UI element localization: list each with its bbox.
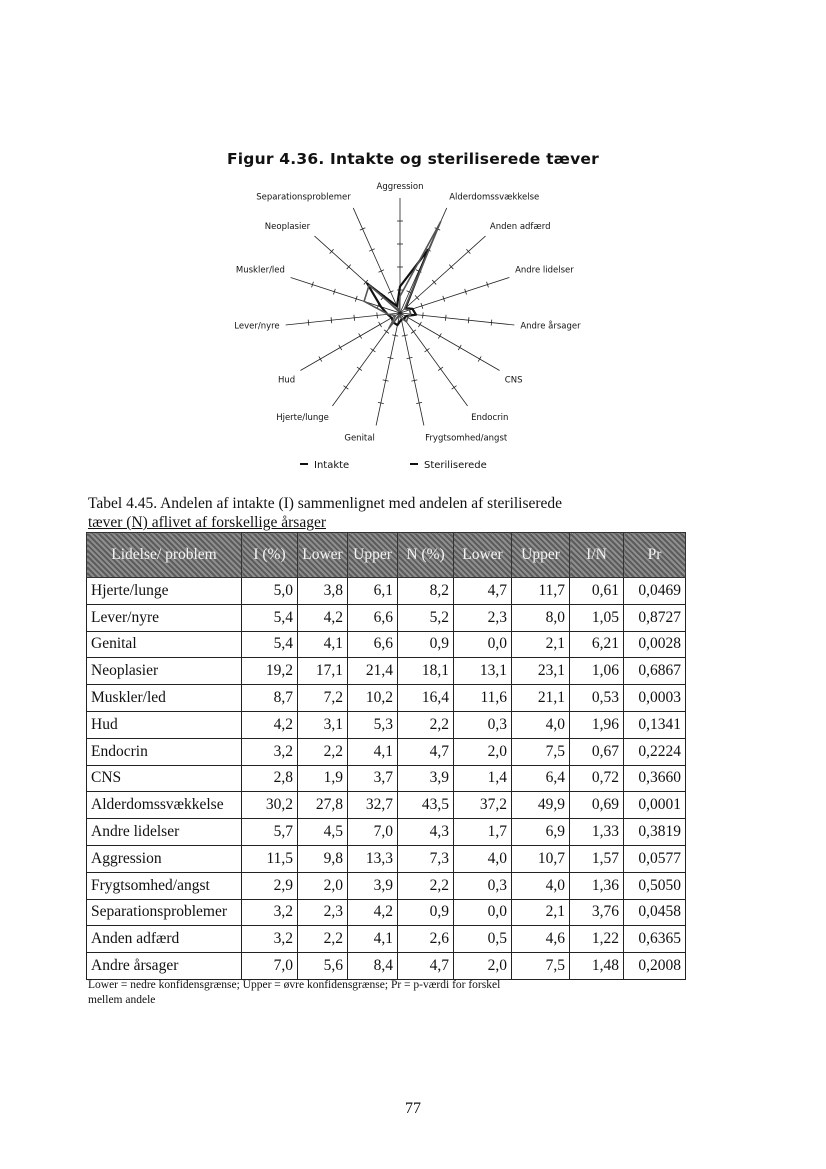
value-cell: 2,6 [398, 926, 454, 953]
row-label-cell: Anden adfærd [87, 926, 242, 953]
table-row [87, 578, 686, 605]
table-row [87, 658, 686, 685]
value-cell: 13,3 [348, 845, 398, 872]
radar-tick [423, 312, 424, 318]
value-cell: 3,2 [242, 738, 298, 765]
radar-tick [377, 312, 378, 318]
radar-tick [478, 356, 481, 361]
table-row [87, 953, 686, 980]
radar-tick [339, 345, 342, 350]
value-cell: 23,1 [512, 658, 570, 685]
table-header-cell: Lidelse/ problem [87, 533, 242, 578]
legend-label: Steriliserede [424, 460, 487, 471]
radar-tick [308, 320, 309, 326]
value-cell: 21,1 [512, 685, 570, 712]
radar-tick [452, 386, 457, 390]
value-cell: 10,2 [348, 685, 398, 712]
value-cell: 6,9 [512, 819, 570, 846]
radar-category-label: Lever/nyre [234, 321, 280, 332]
value-cell: 0,61 [570, 578, 624, 605]
value-cell: 3,1 [298, 711, 348, 738]
value-cell: 3,76 [570, 899, 624, 926]
radar-tick [384, 330, 389, 334]
value-cell: 0,69 [570, 792, 624, 819]
value-cell: 2,0 [454, 953, 512, 980]
value-cell: 0,1341 [624, 711, 686, 738]
table-row [87, 872, 686, 899]
table-footnote [88, 978, 608, 1008]
value-cell: 11,6 [454, 685, 512, 712]
value-cell: 43,5 [398, 792, 454, 819]
value-cell: 0,9 [398, 631, 454, 658]
value-cell: 0,0028 [624, 631, 686, 658]
value-cell: 0,0001 [624, 792, 686, 819]
value-cell: 3,2 [242, 899, 298, 926]
row-label-cell: Separationsproblemer [87, 899, 242, 926]
row-label-cell: CNS [87, 765, 242, 792]
value-cell: 1,96 [570, 711, 624, 738]
radar-category-label: Neoplasier [264, 222, 311, 233]
radar-category-label: Andre årsager [520, 321, 581, 332]
value-cell: 8,4 [348, 953, 398, 980]
value-cell: 1,57 [570, 845, 624, 872]
table-row [87, 711, 686, 738]
table-row [87, 631, 686, 658]
row-label-cell: Andre årsager [87, 953, 242, 980]
table-row [87, 792, 686, 819]
value-cell: 0,3 [454, 711, 512, 738]
value-cell: 2,1 [512, 899, 570, 926]
radar-category-label: Separationsproblemer [256, 192, 351, 203]
radar-tick [445, 315, 446, 321]
radar-category-label: Frygtsomhed/angst [425, 433, 508, 444]
radar-tick [379, 322, 382, 327]
value-cell: 2,2 [398, 711, 454, 738]
row-label-cell: Alderdomssvækkelse [87, 792, 242, 819]
value-cell: 0,3819 [624, 819, 686, 846]
value-cell: 2,2 [398, 872, 454, 899]
value-cell: 5,4 [242, 604, 298, 631]
value-cell: 2,1 [512, 631, 570, 658]
value-cell: 27,8 [298, 792, 348, 819]
value-cell: 3,8 [298, 578, 348, 605]
value-cell: 0,0 [454, 631, 512, 658]
value-cell: 1,22 [570, 926, 624, 953]
value-cell: 1,4 [454, 765, 512, 792]
value-cell: 4,7 [454, 578, 512, 605]
value-cell: 18,1 [398, 658, 454, 685]
radar-tick [418, 322, 421, 327]
value-cell: 4,1 [348, 738, 398, 765]
value-cell: 13,1 [454, 658, 512, 685]
table-row [87, 819, 686, 846]
row-label-cell: Frygtsomhed/angst [87, 872, 242, 899]
table-row [87, 899, 686, 926]
value-cell: 37,2 [454, 792, 512, 819]
value-cell: 4,7 [398, 953, 454, 980]
value-cell: 0,0003 [624, 685, 686, 712]
table-row [87, 738, 686, 765]
value-cell: 19,2 [242, 658, 298, 685]
value-cell: 0,72 [570, 765, 624, 792]
value-cell: 32,7 [348, 792, 398, 819]
value-cell: 0,5 [454, 926, 512, 953]
value-cell: 5,2 [398, 604, 454, 631]
value-cell: 4,1 [298, 631, 348, 658]
value-cell: 4,0 [454, 845, 512, 872]
value-cell: 1,33 [570, 819, 624, 846]
radar-tick [371, 348, 376, 352]
value-cell: 5,3 [348, 711, 398, 738]
radar-category-label: Endocrin [471, 412, 509, 423]
value-cell: 9,8 [298, 845, 348, 872]
radar-category-label: Genital [344, 433, 375, 444]
value-cell: 0,8727 [624, 604, 686, 631]
value-cell: 0,5050 [624, 872, 686, 899]
radar-tick [354, 315, 355, 321]
value-cell: 2,0 [454, 738, 512, 765]
table-row [87, 845, 686, 872]
table-header-cell: N (%) [398, 533, 454, 578]
table-header-cell: Upper [512, 533, 570, 578]
radar-category-label: CNS [504, 375, 523, 386]
table-row [87, 765, 686, 792]
value-cell: 0,6365 [624, 926, 686, 953]
radar-axis [400, 236, 485, 313]
radar-category-label: Anden adfærd [489, 222, 551, 233]
value-cell: 21,4 [348, 658, 398, 685]
value-cell: 6,21 [570, 631, 624, 658]
value-cell: 4,7 [398, 738, 454, 765]
radar-chart [210, 178, 610, 478]
value-cell: 11,5 [242, 845, 298, 872]
value-cell: 4,0 [512, 711, 570, 738]
value-cell: 0,9 [398, 899, 454, 926]
row-label-cell: Aggression [87, 845, 242, 872]
radar-tick [458, 345, 461, 350]
table-header-cell: Pr [624, 533, 686, 578]
table-header-row [87, 533, 686, 578]
value-cell: 5,0 [242, 578, 298, 605]
radar-tick [425, 348, 430, 352]
value-cell: 1,05 [570, 604, 624, 631]
table-caption-line-1: Tabel 4.45. Andelen af intakte (I) sammenlignet med andelen af steriliserede [88, 495, 563, 512]
value-cell: 2,3 [454, 604, 512, 631]
radar-tick [491, 320, 492, 326]
value-cell: 7,0 [348, 819, 398, 846]
row-label-cell: Hjerte/lunge [87, 578, 242, 605]
value-cell: 4,3 [398, 819, 454, 846]
value-cell: 6,4 [512, 765, 570, 792]
page-number: 77 [405, 1100, 421, 1117]
value-cell: 49,9 [512, 792, 570, 819]
value-cell: 0,0577 [624, 845, 686, 872]
value-cell: 4,6 [512, 926, 570, 953]
value-cell: 7,5 [512, 953, 570, 980]
value-cell: 0,0458 [624, 899, 686, 926]
value-cell: 17,1 [298, 658, 348, 685]
value-cell: 3,2 [242, 926, 298, 953]
value-cell: 0,53 [570, 685, 624, 712]
table-header-cell: Lower [454, 533, 512, 578]
table-footnote-line-1: Lower = nedre konfidensgrænse; Upper = øvre konfidensgrænse; Pr = p-værdi for forskel [88, 979, 501, 991]
radar-tick [319, 356, 322, 361]
value-cell: 0,3660 [624, 765, 686, 792]
radar-tick [357, 367, 362, 371]
value-cell: 2,2 [298, 738, 348, 765]
value-cell: 0,6867 [624, 658, 686, 685]
figure-title: Figur 4.36. Intakte og steriliserede tæver [227, 150, 599, 168]
value-cell: 16,4 [398, 685, 454, 712]
value-cell: 7,0 [242, 953, 298, 980]
row-label-cell: Andre lidelser [87, 819, 242, 846]
row-label-cell: Hud [87, 711, 242, 738]
value-cell: 4,2 [348, 899, 398, 926]
value-cell: 6,6 [348, 604, 398, 631]
value-cell: 8,7 [242, 685, 298, 712]
row-label-cell: Endocrin [87, 738, 242, 765]
value-cell: 0,0469 [624, 578, 686, 605]
radar-tick [411, 330, 416, 334]
value-cell: 3,7 [348, 765, 398, 792]
value-cell: 2,2 [298, 926, 348, 953]
table-row [87, 685, 686, 712]
value-cell: 0,2224 [624, 738, 686, 765]
radar-tick [331, 317, 332, 323]
table-header-cell: Upper [348, 533, 398, 578]
value-cell: 0,3 [454, 872, 512, 899]
value-cell: 1,48 [570, 953, 624, 980]
radar-category-label: Andre lidelser [515, 265, 574, 276]
table-body [87, 578, 686, 980]
value-cell: 2,9 [242, 872, 298, 899]
value-cell: 1,7 [454, 819, 512, 846]
radar-category-label: Aggression [376, 182, 424, 192]
table-header-cell: I (%) [242, 533, 298, 578]
value-cell: 5,6 [298, 953, 348, 980]
value-cell: 1,36 [570, 872, 624, 899]
radar-category-label: Muskler/led [235, 265, 285, 276]
value-cell: 10,7 [512, 845, 570, 872]
value-cell: 4,2 [298, 604, 348, 631]
value-cell: 4,1 [348, 926, 398, 953]
value-cell: 3,9 [398, 765, 454, 792]
value-cell: 6,6 [348, 631, 398, 658]
data-table [86, 532, 686, 980]
radar-category-label: Hud [278, 375, 296, 386]
value-cell: 1,06 [570, 658, 624, 685]
value-cell: 8,2 [398, 578, 454, 605]
table-header-cell: Lower [298, 533, 348, 578]
table-row [87, 604, 686, 631]
value-cell: 4,2 [242, 711, 298, 738]
value-cell: 5,4 [242, 631, 298, 658]
value-cell: 2,0 [298, 872, 348, 899]
value-cell: 7,5 [512, 738, 570, 765]
value-cell: 2,3 [298, 899, 348, 926]
radar-category-label: Hjerte/lunge [276, 412, 329, 423]
value-cell: 8,0 [512, 604, 570, 631]
table-header-cell: I/N [570, 533, 624, 578]
radar-tick [468, 317, 469, 323]
value-cell: 3,9 [348, 872, 398, 899]
value-cell: 7,3 [398, 845, 454, 872]
value-cell: 5,7 [242, 819, 298, 846]
value-cell: 4,0 [512, 872, 570, 899]
value-cell: 30,2 [242, 792, 298, 819]
table-caption [88, 494, 688, 532]
radar-tick [343, 386, 348, 390]
value-cell: 2,8 [242, 765, 298, 792]
value-cell: 0,0 [454, 899, 512, 926]
row-label-cell: Lever/nyre [87, 604, 242, 631]
radar-tick [438, 367, 443, 371]
row-label-cell: Muskler/led [87, 685, 242, 712]
row-label-cell: Genital [87, 631, 242, 658]
value-cell: 11,7 [512, 578, 570, 605]
row-label-cell: Neoplasier [87, 658, 242, 685]
value-cell: 6,1 [348, 578, 398, 605]
value-cell: 0,67 [570, 738, 624, 765]
table-row [87, 926, 686, 953]
value-cell: 0,2008 [624, 953, 686, 980]
radar-category-label: Alderdomssvækkelse [449, 192, 540, 203]
value-cell: 1,9 [298, 765, 348, 792]
radar-tick [438, 333, 441, 338]
table-footnote-line-2: mellem andele [88, 994, 156, 1006]
value-cell: 4,5 [298, 819, 348, 846]
radar-tick [359, 333, 362, 338]
value-cell: 7,2 [298, 685, 348, 712]
legend-label: Intakte [314, 460, 350, 471]
table-caption-line-2: tæver (N) aflivet af forskellige årsager [88, 514, 326, 531]
